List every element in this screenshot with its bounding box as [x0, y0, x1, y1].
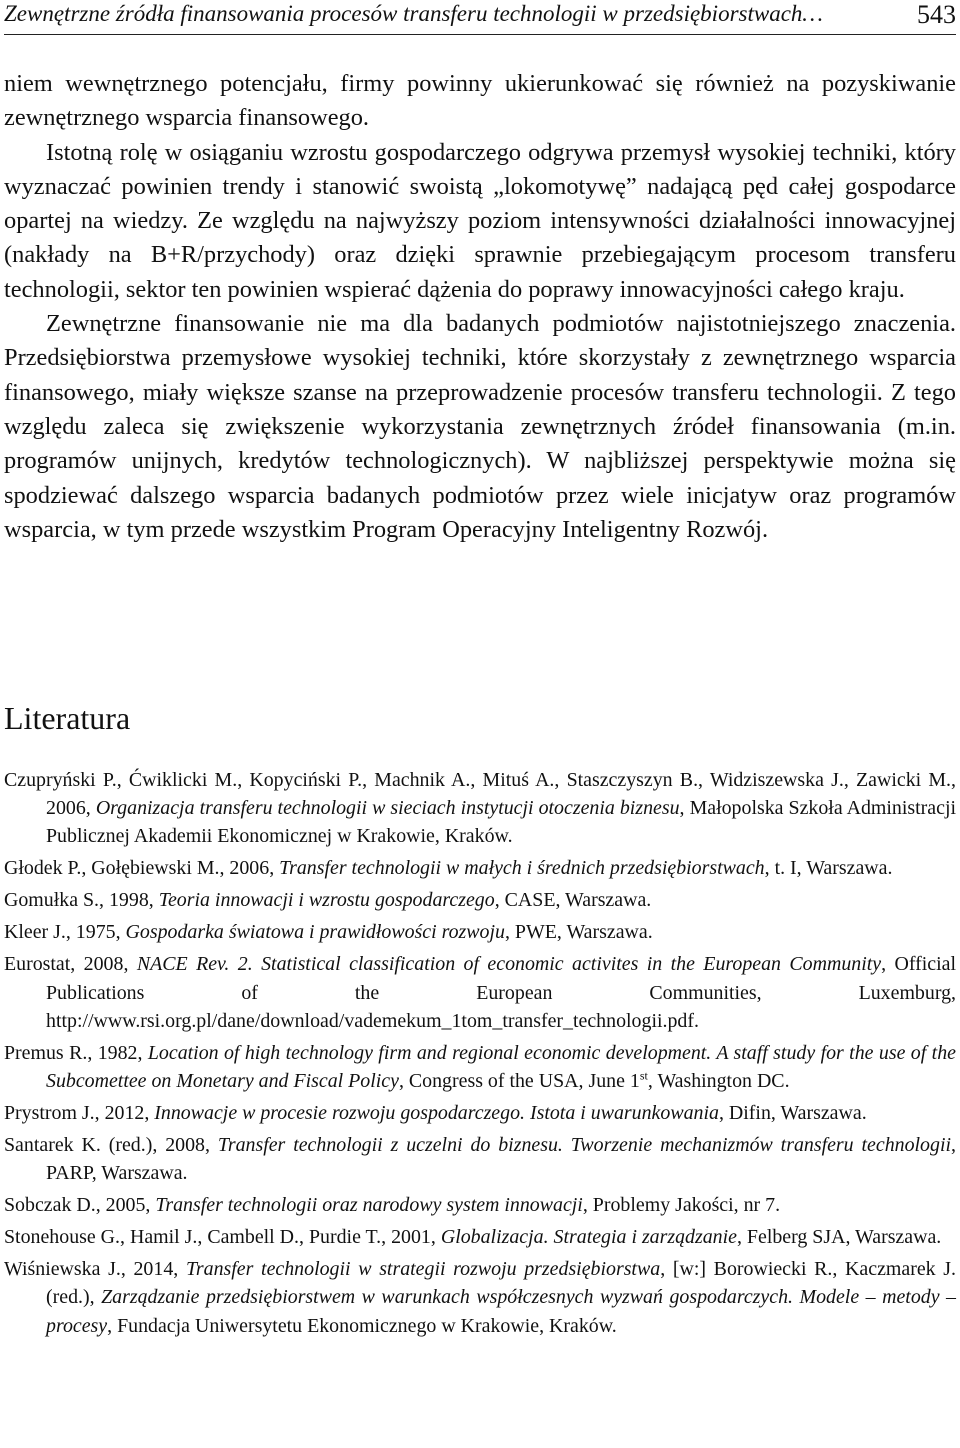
reference-item: Czupryński P., Ćwiklicki M., Kopyciński P., Machnik A., Mituś A., Staszczyszyn B., Widziszewska J., Zawicki M., 2006, Organizacja transferu technologii w sieciach instytucji otoczenia biznesu, Małopolska Szkoła Administracji Publicznej Akademii Ekonomicznej w Krakowie, Kraków.	[4, 769, 956, 848]
reference-item: Prystrom J., 2012, Innowacje w procesie rozwoju gospodarczego. Istota i uwarunkowania, Difin, Warszawa.	[4, 1102, 867, 1125]
paragraph: Zewnętrzne finansowanie nie ma dla badanych podmiotów najistotniejszego znaczenia. Przedsiębiorstwa przemysłowe wysokiej techniki, które skorzystały z zewnętrznego wsparcia finansowego, miały większe szanse na przeprowadzenie procesów transferu technologii. Z tego względu zaleca się zwiększenie wykorzystania zewnętrznych źródeł finansowania (m.in. programów unijnych, kredytów technologicznych). W najbliższej perspektywie można się spodziewać dalszego wsparcia badanych podmiotów przez wiele inicjatyw oraz programów wsparcia, w tym przede wszystkim Program Operacyjny Inteligentny Rozwój.	[4, 310, 956, 543]
reference-item: Sobczak D., 2005, Transfer technologii oraz narodowy system innowacji, Problemy Jakości, nr 7.	[4, 1194, 781, 1217]
reference-item: Wiśniewska J., 2014, Transfer technologii w strategii rozwoju przedsiębiorstwa, [w:] Borowiecki R., Kaczmarek J. (red.), Zarządzanie przedsiębiorstwem w warunkach współczesnych wyzwań gospodarczych. Modele – metody – procesy, Fundacja Uniwersytetu Ekonomicznego w Krakowie, Kraków.	[4, 1258, 957, 1337]
running-header	[4, 0, 956, 35]
reference-item: Premus R., 1982, Location of high technology firm and regional economic development. A staff study for the use of the Subcomettee on Monetary and Fiscal Policy, Congress of the USA, June 1st, Washington DC.	[4, 1041, 956, 1093]
reference-item: Eurostat, 2008, NACE Rev. 2. Statistical classification of economic activites in the European Community, Official Publications of the European Communities, Luxemburg, http://www.rsi.org.pl/dane/download/vademekum_1tom_transfer_technologii.pdf.	[4, 953, 956, 1032]
reference-item: Głodek P., Gołębiewski M., 2006, Transfer technologii w małych i średnich przedsiębiorstwach, t. I, Warszawa.	[4, 857, 893, 880]
section-title: Literatura	[4, 700, 131, 736]
reference-item: Stonehouse G., Hamil J., Cambell D., Purdie T., 2001, Globalizacja. Strategia i zarządzanie, Felberg SJA, Warszawa.	[4, 1226, 942, 1249]
reference-item: Gomułka S., 1998, Teoria innowacji i wzrostu gospodarczego, CASE, Warszawa.	[4, 889, 652, 912]
body-text	[4, 67, 956, 547]
reference-item: Kleer J., 1975, Gospodarka światowa i prawidłowości rozwoju, PWE, Warszawa.	[4, 921, 653, 944]
paragraph: niem wewnętrznego potencjału, firmy powinny ukierunkować się również na pozyskiwanie zewnętrznego wsparcia finansowego.	[4, 70, 956, 132]
reference-item: Santarek K. (red.), 2008, Transfer technologii z uczelni do biznesu. Tworzenie mechanizmów transferu technologii, PARP, Warszawa.	[4, 1134, 956, 1185]
paragraph: Istotną rolę w osiąganiu wzrostu gospodarczego odgrywa przemysł wysokiej techniki, który wyznaczać powinien trendy i stanowić swoistą „lokomotywę” nadającą pęd całej gospodarce opartej na wiedzy. Ze względu na najwyższy poziom intensywności działalności innowacyjnej (nakłady na B+R/przychody) oraz dzięki sprawnie przebiegającym procesom transferu technologii, sektor ten powinien wspierać dążenia do poprawy innowacyjności całego kraju.	[4, 138, 956, 303]
reference-list	[4, 766, 956, 1344]
running-title: Zewnętrzne źródła finansowania procesów transferu technologii w przedsiębiorstwach…	[4, 1, 823, 26]
page-number: 543	[917, 0, 956, 29]
